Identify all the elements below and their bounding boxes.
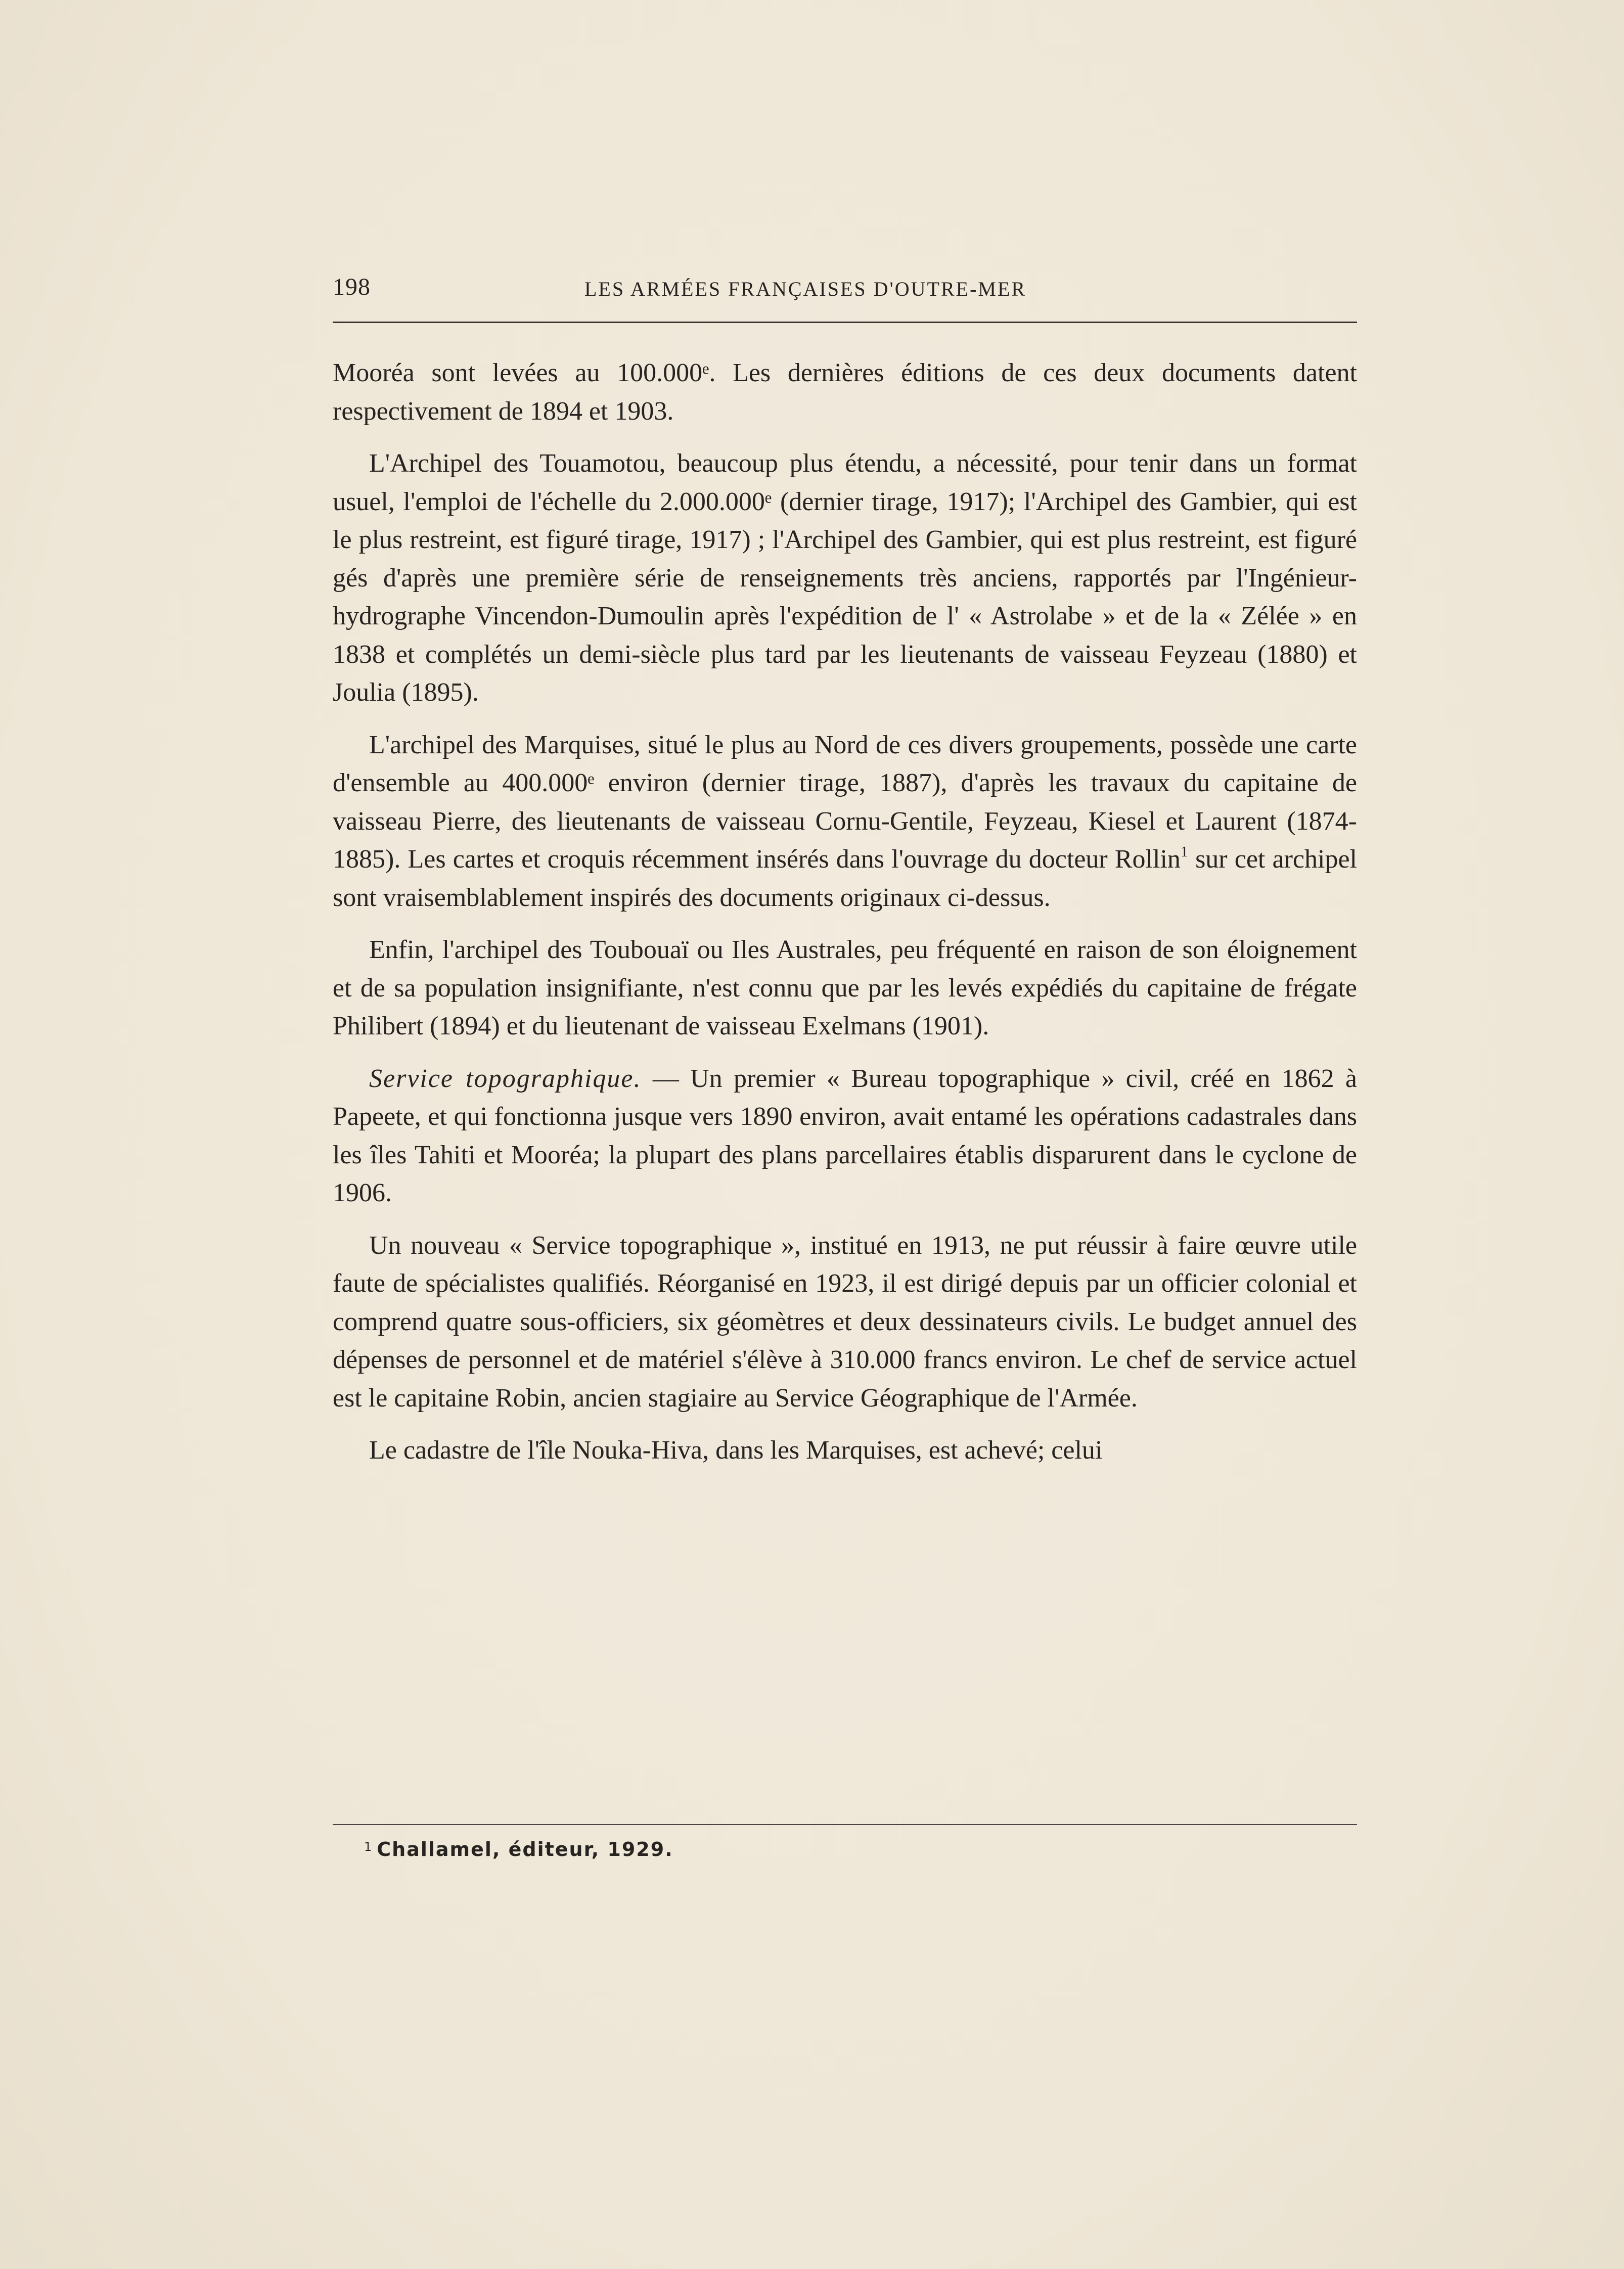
- page-header: [333, 267, 1357, 307]
- paragraph-text: sur cet archipel sont vraisemblablement inspirés des documents originaux ci-dessus.: [333, 845, 1357, 912]
- paragraph: Enfin, l'archipel des Toubouaï ou Iles Australes, peu fréquenté en raison de son éloignement et de sa population insignifiante, n'est connu que par les levés expédiés du capitaine de frégate Philibert (1894) et du lieutenant de vaisseau Exelmans (1901).: [333, 935, 1357, 1040]
- paragraph: Un nouveau « Service topographique », institué en 1913, ne put réussir à faire œuvre utile faute de spécialistes qualifiés. Réorganisé en 1923, il est dirigé depuis par un officier colonial et comprend quatre sous-officiers, six géomètres et deux dessinateurs civils. Le budget annuel des dépenses de personnel et de matériel s'élève à 310.000 francs environ. Le chef de service actuel est le capitaine Robin, ancien stagiaire au Service Géographique de l'Armée.: [333, 1231, 1357, 1413]
- header-rule: [333, 322, 1357, 323]
- body-text: [333, 354, 1357, 1484]
- footnote-marker: 1: [364, 1840, 373, 1854]
- paragraph: [333, 1060, 1357, 1212]
- paragraph: L'Archipel des Touamotou, beaucoup plus étendu, a nécessité, pour tenir dans un format usuel, l'emploi de l'échelle du 2.000.000ᵉ (dernier tirage, 1917); l'Archipel des Gambier, qui est le plus restreint, est figuré tirage, 1917) ; l'Archipel des Gambier, qui est plus restreint, est figuré gés d'après une première série de renseignements très anciens, rapportés par l'Ingénieur-hydrographe Vincendon-Dumoulin après l'expédition de l' « Astrolabe » et de la « Zélée » en 1838 et complétés un demi-siècle plus tard par les lieutenants de vaisseau Feyzeau (1880) et Joulia (1895).: [333, 449, 1357, 707]
- footnote-text: Challamel, éditeur, 1929.: [377, 1838, 673, 1860]
- paragraph: [333, 726, 1357, 917]
- section-heading: Service topographique.: [369, 1064, 642, 1093]
- footnote: [364, 1838, 1325, 1860]
- footnote-rule: [333, 1824, 1357, 1825]
- paragraph: Le cadastre de l'île Nouka-Hiva, dans les Marquises, est achevé; celui: [369, 1436, 1103, 1465]
- paragraph: Mooréa sont levées au 100.000ᵉ. Les dernières éditions de ces deux documents datent respectivement de 1894 et 1903.: [333, 358, 1357, 426]
- paragraph-text: — Un premier « Bureau topographique » civil, créé en 1862 à Papeete, et qui fonctionna jusque vers 1890 environ, avait entamé les opérations cadastrales dans les îles Tahiti et Mooréa; la plupart des plans parcellaires établis disparurent dans le cyclone de 1906.: [333, 1064, 1357, 1207]
- paragraph-text: L'archipel des Marquises, situé le plus au Nord de ces divers groupements, possède une carte d'ensemble au 400.000ᵉ environ (dernier tirage, 1887), d'après les travaux du capitaine de vaisseau Pierre, des lieutenants de vaisseau Cornu-Gentile, Feyzeau, Kiesel et Laurent (1874-1885). Les cartes et croquis récemment insérés dans l'ouvrage du docteur Rollin: [333, 730, 1357, 874]
- footnote-reference: 1: [1180, 843, 1188, 860]
- page-number: 198: [333, 274, 371, 300]
- running-title: LES ARMÉES FRANÇAISES D'OUTRE-MER: [584, 278, 1027, 300]
